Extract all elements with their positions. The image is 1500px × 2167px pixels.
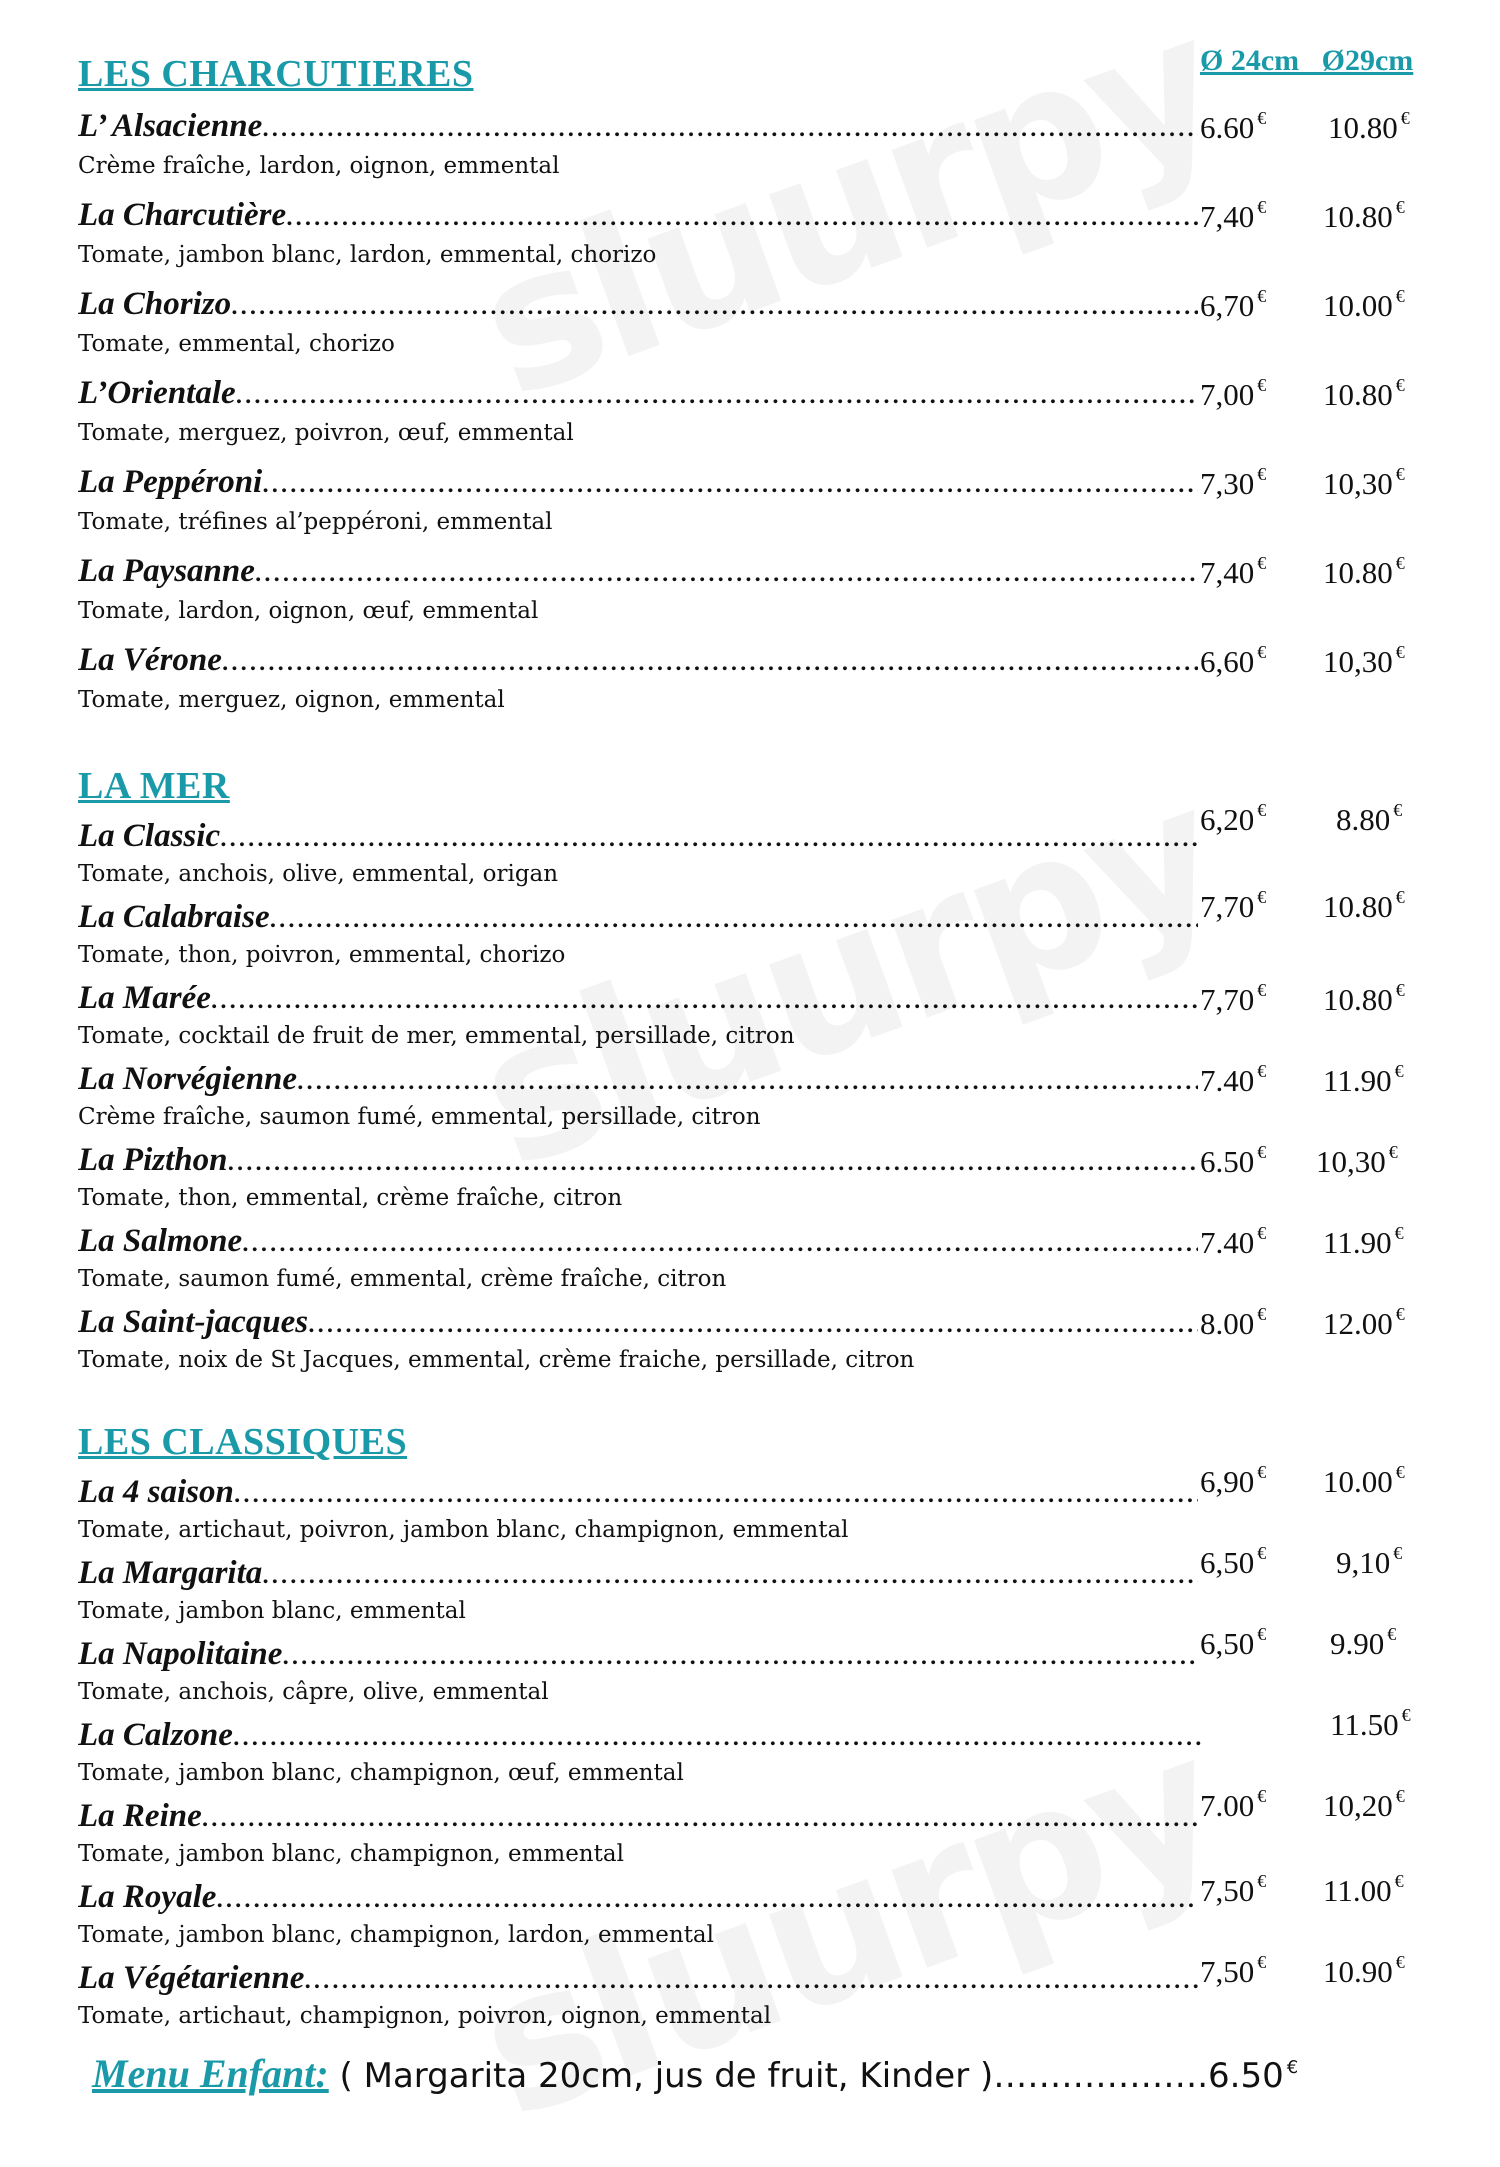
- price-24cm: 6,60 €: [1200, 642, 1267, 679]
- section-title: LES CLASSIQUES: [78, 1421, 408, 1463]
- item-description: Tomate, tréfines al’peppéroni, emmental: [78, 509, 553, 535]
- item-name: La Charcutière .....: [78, 197, 1198, 243]
- menu-item: [78, 375, 1478, 460]
- item-description: Tomate, noix de St Jacques, emmental, crème fraiche, persillade, citron: [78, 1347, 915, 1373]
- menu-item: [78, 887, 1478, 984]
- menu-item: [78, 1705, 1478, 1802]
- price-29cm: 10,20 €: [1323, 1786, 1405, 1823]
- menu-item: [78, 1142, 1478, 1227]
- price-29cm: 10,30 €: [1323, 464, 1405, 501]
- price-24cm: 6,50 €: [1200, 1543, 1267, 1580]
- item-description: Tomate, jambon blanc, champignon, emmental: [78, 1841, 624, 1867]
- item-description: Tomate, saumon fumé, emmental, crème fraîche, citron: [78, 1266, 727, 1292]
- item-description: Tomate, anchois, câpre, olive, emmental: [78, 1679, 549, 1705]
- menu-item: [78, 1543, 1478, 1640]
- menu-item: [78, 1786, 1478, 1883]
- price-24cm: 7,70 €: [1200, 887, 1267, 924]
- menu-item: [78, 464, 1478, 549]
- price-24cm: 7,50 €: [1200, 1871, 1267, 1908]
- price-29cm: 11.90 €: [1323, 1061, 1404, 1098]
- price-29cm: 10.00 €: [1323, 286, 1405, 323]
- item-description: Tomate, jambon blanc, emmental: [78, 1598, 466, 1624]
- price-24cm: 6,90 €: [1200, 1462, 1267, 1499]
- price-24cm: 6.50 €: [1200, 1142, 1267, 1179]
- item-name: La Paysanne .....: [78, 553, 1198, 599]
- price-24cm: 6,70 €: [1200, 286, 1267, 323]
- item-description: Tomate, merguez, oignon, emmental: [78, 687, 505, 713]
- size-header: Ø 24cm Ø29cm: [1200, 44, 1414, 77]
- price-24cm: 6,50 €: [1200, 1624, 1267, 1661]
- item-name: La Chorizo .....: [78, 286, 1198, 332]
- menu-enfant-label: Menu Enfant:: [92, 2051, 329, 2096]
- price-29cm: 10.80 €: [1323, 553, 1405, 590]
- item-name: La Végétarienne .....: [78, 1960, 1198, 2006]
- price-29cm: 11.00 €: [1323, 1871, 1404, 1908]
- price-29cm: 11.50 €: [1330, 1705, 1411, 1742]
- price-29cm: 10.00 €: [1323, 1462, 1405, 1499]
- price-24cm: 7,50 €: [1200, 1952, 1267, 1989]
- price-29cm: 8.80 €: [1336, 800, 1403, 837]
- price-24cm: 7,40 €: [1200, 197, 1267, 234]
- item-name: La Calzone .....: [78, 1717, 1203, 1763]
- price-24cm: 8.00 €: [1200, 1304, 1267, 1341]
- item-name: La Royale .....: [78, 1879, 1198, 1925]
- menu-item: [78, 642, 1478, 727]
- section-title: LES CHARCUTIERES: [78, 53, 474, 95]
- menu-item: [78, 980, 1478, 1065]
- price-29cm: 10,30 €: [1323, 642, 1405, 679]
- item-description: Tomate, thon, emmental, crème fraîche, citron: [78, 1185, 623, 1211]
- item-name: La Classic .....: [78, 818, 1198, 864]
- section-title: LA MER: [78, 765, 230, 807]
- item-description: Tomate, cocktail de fruit de mer, emmental, persillade, citron: [78, 1023, 795, 1049]
- item-description: Tomate, lardon, oignon, œuf, emmental: [78, 598, 539, 624]
- item-name: La Salmone .....: [78, 1223, 1198, 1269]
- price-29cm: 10.80 €: [1323, 375, 1405, 412]
- item-name: L’Orientale .....: [78, 375, 1198, 421]
- item-description: Tomate, jambon blanc, champignon, lardon, emmental: [78, 1922, 715, 1948]
- menu-item: [78, 1462, 1478, 1559]
- item-name: La Saint-jacques .....: [78, 1304, 1198, 1350]
- menu-item: [78, 286, 1478, 371]
- item-description: Tomate, thon, poivron, emmental, chorizo: [78, 942, 566, 968]
- item-name: La Calabraise .....: [78, 899, 1198, 945]
- menu-enfant-text: ( Margarita 20cm, jus de fruit, Kinder )……………….6.50: [328, 2056, 1284, 2096]
- price-29cm: 10.80 €: [1328, 108, 1410, 145]
- price-29cm: 10.90 €: [1323, 1952, 1405, 1989]
- menu-item: [78, 108, 1478, 193]
- item-name: La Norvégienne .....: [78, 1061, 1198, 1107]
- item-description: Tomate, jambon blanc, champignon, œuf, emmental: [78, 1760, 684, 1786]
- price-24cm: 6.60 €: [1200, 108, 1267, 145]
- price-29cm: 12.00 €: [1323, 1304, 1405, 1341]
- item-description: Crème fraîche, saumon fumé, emmental, persillade, citron: [78, 1104, 761, 1130]
- item-name: L’ Alsacienne .....: [78, 108, 1198, 154]
- item-name: La Margarita .....: [78, 1555, 1198, 1601]
- price-24cm: 7,70 €: [1200, 980, 1267, 1017]
- item-name: La Napolitaine .....: [78, 1636, 1198, 1682]
- menu-item: [78, 553, 1478, 638]
- item-description: Tomate, anchois, olive, emmental, origan: [78, 861, 559, 887]
- price-24cm: 6,20 €: [1200, 800, 1267, 837]
- price-29cm: 10.80 €: [1323, 980, 1405, 1017]
- item-name: La Reine .....: [78, 1798, 1198, 1844]
- item-description: Tomate, artichaut, poivron, jambon blanc, champignon, emmental: [78, 1517, 849, 1543]
- menu-item: [78, 1871, 1478, 1964]
- price-24cm: 7.40 €: [1200, 1061, 1267, 1098]
- price-24cm: 7,40 €: [1200, 553, 1267, 590]
- menu-item: [78, 800, 1478, 903]
- item-name: La Vérone .....: [78, 642, 1198, 688]
- price-24cm: 7,30 €: [1200, 464, 1267, 501]
- price-29cm: 9.90 €: [1330, 1624, 1397, 1661]
- menu-item: [78, 197, 1478, 282]
- item-description: Tomate, jambon blanc, lardon, emmental, chorizo: [78, 242, 657, 268]
- price-29cm: 11.90 €: [1323, 1223, 1404, 1260]
- item-name: La Pizthon .....: [78, 1142, 1198, 1188]
- price-29cm: 10.80 €: [1323, 887, 1405, 924]
- item-name: La Marée .....: [78, 980, 1198, 1026]
- menu-item: [78, 1304, 1478, 1389]
- price-29cm: 10,30 €: [1316, 1142, 1398, 1179]
- menu-item: [78, 1061, 1478, 1146]
- price-24cm: 7.40 €: [1200, 1223, 1267, 1260]
- item-name: La 4 saison .....: [78, 1474, 1198, 1520]
- menu-item: [78, 1952, 1478, 2045]
- item-description: Crème fraîche, lardon, oignon, emmental: [78, 153, 560, 179]
- menu-item: [78, 1223, 1478, 1308]
- item-name: La Peppéroni .....: [78, 464, 1198, 510]
- item-description: Tomate, artichaut, champignon, poivron, oignon, emmental: [78, 2003, 772, 2029]
- price-24cm: 7,00 €: [1200, 375, 1267, 412]
- menu-enfant: Menu Enfant: ( Margarita 20cm, jus de fruit, Kinder )……………….6.50 €: [92, 2051, 1299, 2096]
- item-description: Tomate, emmental, chorizo: [78, 331, 395, 357]
- price-29cm: 10.80 €: [1323, 197, 1405, 234]
- menu-item: [78, 1624, 1478, 1721]
- price-29cm: 9,10 €: [1336, 1543, 1403, 1580]
- item-description: Tomate, merguez, poivron, œuf, emmental: [78, 420, 574, 446]
- price-24cm: 7.00 €: [1200, 1786, 1267, 1823]
